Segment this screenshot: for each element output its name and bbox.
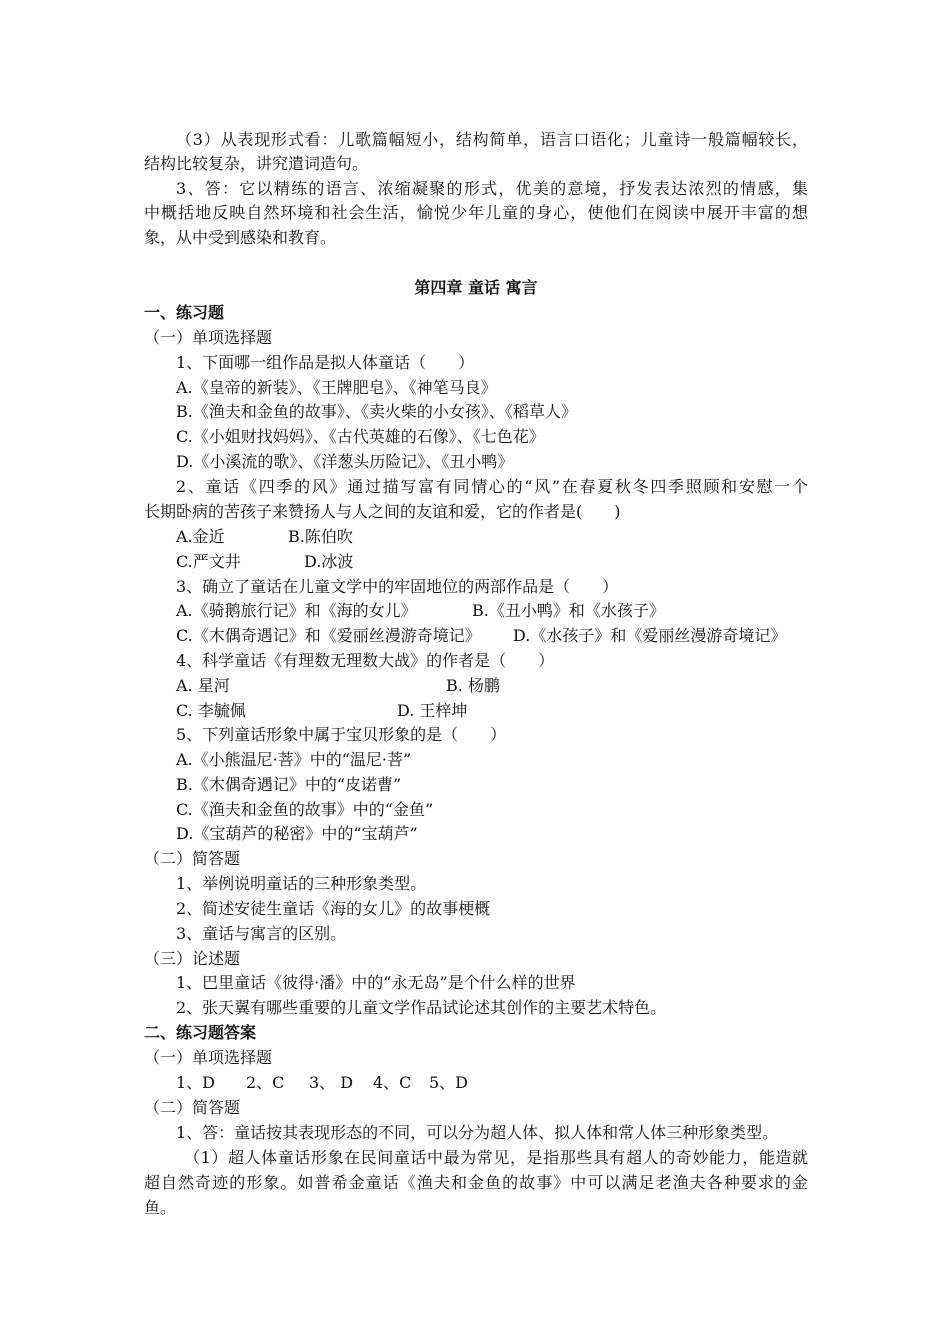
question: 1、下面哪一组作品是拟人体童话（ ）	[176, 353, 475, 372]
option: A. 星河	[176, 676, 230, 695]
paragraph-line: 超自然奇迹的形象。如普希金童话《渔夫和金鱼的故事》中可以满足老渔夫各种要求的金	[144, 1173, 808, 1192]
subsection-heading: （二）简答题	[144, 1098, 241, 1117]
question: 1、举例说明童话的三种形象类型。	[176, 874, 427, 893]
paragraph-line: （3）从表现形式看：儿歌篇幅短小，结构简单，语言口语化；儿童诗一般篇幅较长，	[176, 130, 808, 149]
option: D. 王梓坤	[397, 701, 468, 720]
subsection-heading: （三）论述题	[144, 949, 241, 968]
question: 2、简述安徒生童话《海的女儿》的故事梗概	[176, 899, 491, 918]
answer-item: 1、D	[176, 1073, 216, 1092]
option: B. 杨鹏	[446, 676, 500, 695]
question: 4、科学童话《有理数无理数大战》的作者是（ ）	[176, 651, 555, 670]
option: B.《丑小鸭》和《水孩子》	[472, 601, 665, 620]
option: A.《小熊温尼·菩》中的“温尼·菩”	[176, 750, 412, 769]
answer-item: 3、 D	[309, 1073, 354, 1092]
paragraph-line: （1）超人体童话形象在民间童话中最为常见，是指那些具有超人的奇妙能力，能造就	[184, 1148, 808, 1167]
subsection-heading: （一）单项选择题	[144, 1048, 273, 1067]
paragraph-line: 1、答：童话按其表现形态的不同，可以分为超人体、拟人体和常人体三种形象类型。	[176, 1123, 779, 1142]
option: B.《渔夫和金鱼的故事》、《卖火柴的小女孩》、《稻草人》	[176, 402, 577, 421]
answer-item: 4、C	[373, 1073, 412, 1092]
paragraph-line: 象，从中受到感染和教育。	[144, 228, 337, 247]
paragraph-line: 中概括地反映自然环境和社会生活，愉悦少年儿童的身心，使他们在阅读中展开丰富的想	[144, 203, 808, 222]
option: D.《水孩子》和《爱丽丝漫游奇境记》	[513, 626, 787, 645]
option: C. 李毓佩	[176, 701, 246, 720]
question: 1、巴里童话《彼得·潘》中的“永无岛”是个什么样的世界	[176, 973, 576, 992]
option: D.《宝葫芦的秘密》中的“宝葫芦”	[176, 824, 418, 843]
chapter-title: 第四章 童话 寓言	[414, 278, 538, 297]
paragraph-line: 结构比较复杂，讲究遣词造句。	[144, 154, 369, 173]
option: C.严文井	[176, 552, 241, 571]
option: C.《木偶奇遇记》和《爱丽丝漫游奇境记》	[176, 626, 481, 645]
option: A.《骑鹅旅行记》和《海的女儿》	[176, 601, 417, 620]
answer-item: 2、C	[246, 1073, 285, 1092]
section-heading: 一、练习题	[144, 303, 225, 322]
answer-item: 5、D	[429, 1073, 469, 1092]
option: B.陈伯吹	[288, 527, 353, 546]
option: A.《皇帝的新装》、《王牌肥皂》、《神笔马良》	[176, 378, 497, 397]
option: B.《木偶奇遇记》中的“皮诺曹”	[176, 775, 402, 794]
option: C.《渔夫和金鱼的故事》中的“金鱼”	[176, 800, 434, 819]
section-heading: 二、练习题答案	[144, 1023, 257, 1042]
paragraph-line: 3、答：它以精练的语言、浓缩凝聚的形式，优美的意境，抒发表达浓烈的情感，集	[176, 179, 808, 198]
question: 长期卧病的苦孩子来赞扬人与人之间的友谊和爱，它的作者是( )	[144, 502, 621, 521]
subsection-heading: （二）简答题	[144, 849, 241, 868]
option: C.《小姐财找妈妈》、《古代英雄的石像》、《七色花》	[176, 427, 545, 446]
question: 2、张天翼有哪些重要的儿童文学作品试论述其创作的主要艺术特色。	[176, 998, 667, 1017]
subsection-heading: （一）单项选择题	[144, 328, 273, 347]
paragraph-line: 鱼。	[144, 1198, 177, 1217]
question: 3、确立了童话在儿童文学中的牢固地位的两部作品是（ ）	[176, 577, 619, 596]
option: D.《小溪流的歌》、《洋葱头历险记》、《丑小鸭》	[176, 452, 514, 471]
question: 2、童话《四季的风》通过描写富有同情心的“风”在春夏秋冬四季照顾和安慰一个	[176, 477, 808, 496]
question: 5、下列童话形象中属于宝贝形象的是（ ）	[176, 725, 507, 744]
option: A.金近	[176, 527, 225, 546]
question: 3、童话与寓言的区别。	[176, 924, 347, 943]
option: D.冰波	[304, 552, 354, 571]
